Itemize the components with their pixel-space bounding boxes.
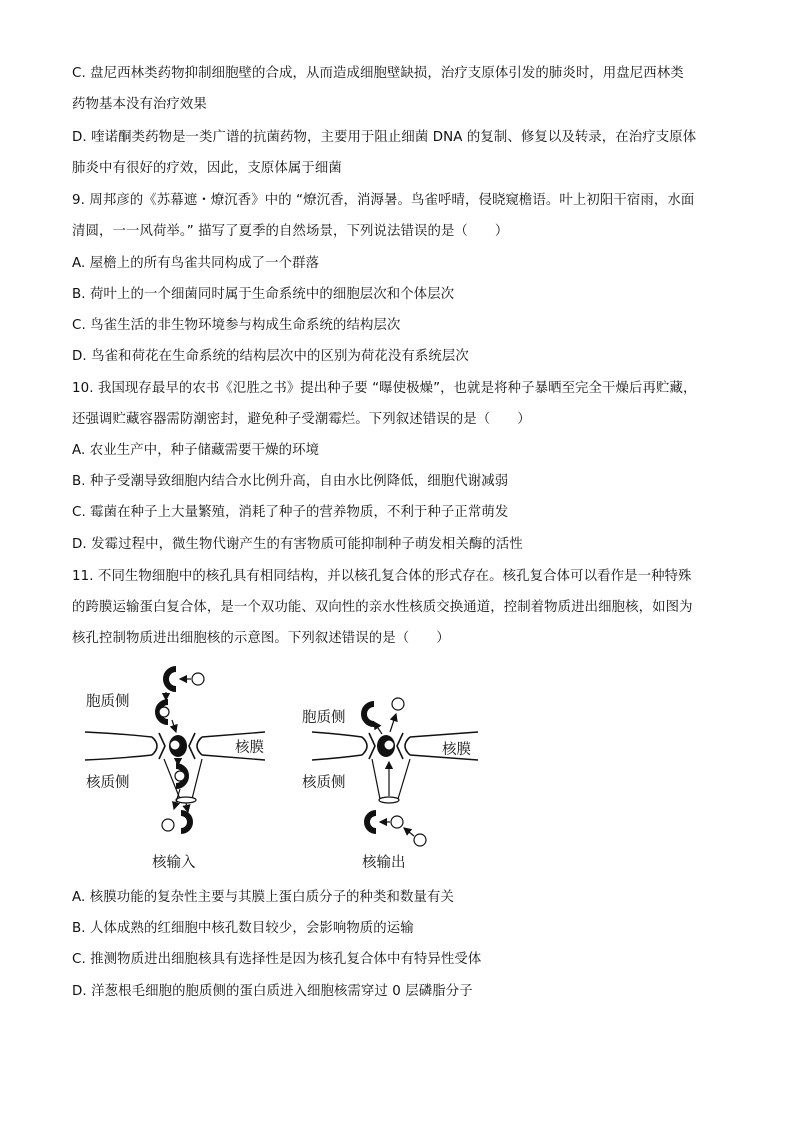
q9-stem-line1: 9. 周邦彦的《苏幕遮・燎沉香》中的 “燎沉香，消溽暑。鸟雀呼晴，侵晓窥檐语。叶上初阳干宿雨，水面 (72, 193, 695, 208)
q8-option-c-line1: C. 盘尼西林类药物抑制细胞壁的合成，从而造成细胞壁缺损，治疗支原体引发的肺炎时，用盘尼西林类 (72, 66, 684, 81)
left-caption: 核输入 (152, 855, 196, 871)
q9-stem-line2: 清圆，一一风荷举。” 描写了夏季的自然场景，下列说法错误的是（ ） (72, 224, 509, 239)
q11-option-a: A. 核膜功能的复杂性主要与其膜上蛋白质分子的种类和数量有关 (72, 890, 454, 905)
left-nucleoplasm-label: 核质侧 (86, 775, 130, 791)
q9-option-b: B. 荷叶上的一个细菌同时属于生命系统中的细胞层次和个体层次 (72, 287, 455, 302)
left-cytoplasm-label: 胞质侧 (86, 694, 130, 710)
q10-option-a: A. 农业生产中，种子储藏需要干燥的环境 (72, 443, 320, 458)
q10-option-c: C. 霉菌在种子上大量繁殖，消耗了种子的营养物质，不利于种子正常萌发 (72, 505, 509, 520)
q11-stem-line2: 的跨膜运输蛋白复合体，是一个双功能、双向性的亲水性核质交换通道，控制着物质进出细胞核，如图为 (72, 600, 693, 615)
q9-option-c: C. 鸟雀生活的非生物环境参与构成生命系统的结构层次 (72, 318, 401, 333)
nuclear-pore-diagram (80, 662, 480, 877)
q10-stem-line1: 10. 我国现存最早的农书《氾胜之书》提出种子要 “曝使极燥”，也就是将种子暴晒至完全干燥后再贮藏， (72, 381, 697, 396)
q10-option-d: D. 发霉过程中，微生物代谢产生的有害物质可能抑制种子萌发相关酶的活性 (72, 537, 523, 552)
q11-option-d: D. 洋葱根毛细胞的胞质侧的蛋白质进入细胞核需穿过 0 层磷脂分子 (72, 984, 473, 999)
q10-stem-line2: 还强调贮藏容器需防潮密封，避免种子受潮霉烂。下列叙述错误的是（ ） (72, 412, 531, 427)
q9-option-a: A. 屋檐上的所有鸟雀共同构成了一个群落 (72, 256, 320, 271)
nuclear-export-diagram (302, 698, 478, 871)
right-nucleoplasm-label: 核质侧 (302, 775, 346, 791)
right-cytoplasm-label: 胞质侧 (302, 710, 346, 726)
q8-option-c-line2: 药物基本没有治疗效果 (72, 97, 207, 112)
q11-option-c: C. 推测物质进出细胞核具有选择性是因为核孔复合体中有特异性受体 (72, 952, 482, 967)
right-membrane-label: 核膜 (442, 742, 471, 758)
nuclear-pore-figure (80, 662, 480, 877)
q10-option-b: B. 种子受潮导致细胞内结合水比例升高，自由水比例降低，细胞代谢减弱 (72, 474, 509, 489)
right-caption: 核输出 (362, 855, 406, 871)
q8-option-d-line1: D. 喹诺酮类药物是一类广谱的抗菌药物，主要用于阻止细菌 DNA 的复制、修复以及转录，在治疗支原体 (72, 130, 697, 145)
q11-stem-line1: 11. 不同生物细胞中的核孔具有相同结构，并以核孔复合体的形式存在。核孔复合体可以看作是一种特殊 (72, 569, 692, 584)
q9-option-d: D. 鸟雀和荷花在生命系统的结构层次中的区别为荷花没有系统层次 (72, 349, 469, 364)
q8-option-d-line2: 肺炎中有很好的疗效，因此，支原体属于细菌 (72, 161, 342, 176)
left-membrane-label: 核膜 (235, 740, 264, 756)
nuclear-import-diagram (85, 669, 265, 871)
q11-stem-line3: 核孔控制物质进出细胞核的示意图。下列叙述错误的是（ ） (72, 631, 450, 646)
q11-option-b: B. 人体成熟的红细胞中核孔数目较少，会影响物质的运输 (72, 921, 414, 936)
